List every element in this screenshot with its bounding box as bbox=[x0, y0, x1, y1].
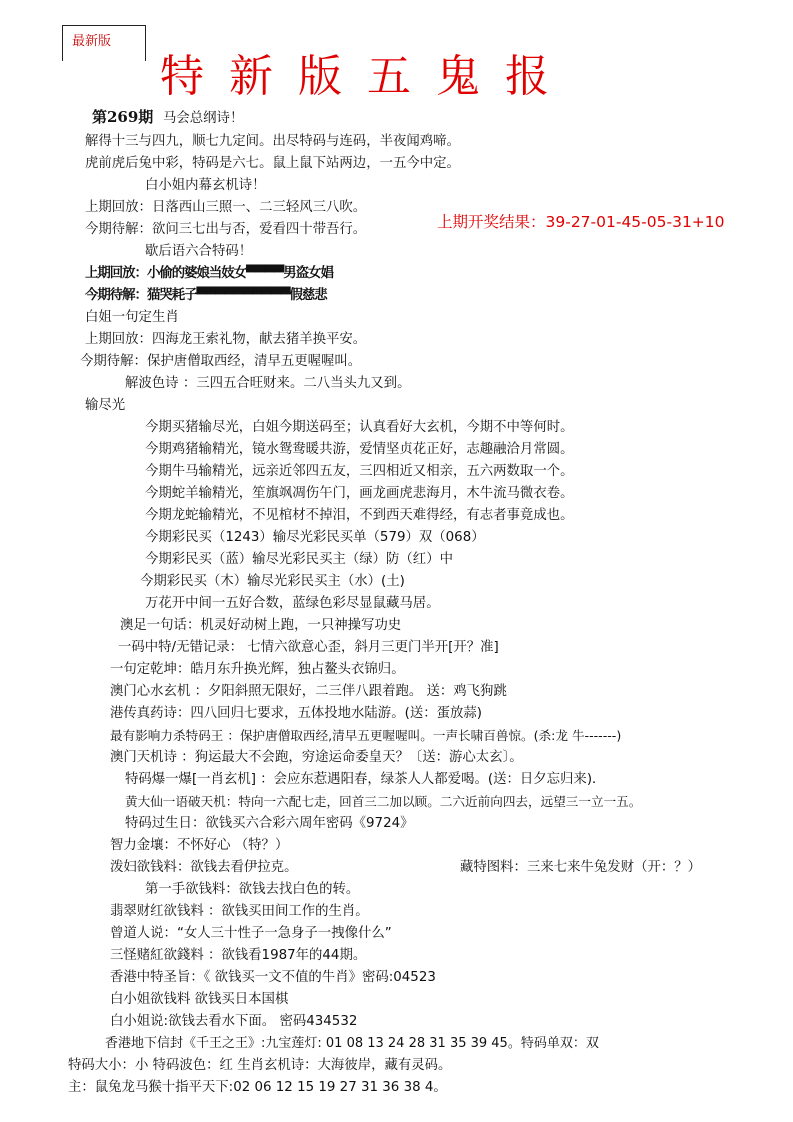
text-line: 曾道人说：“女人三十性子一急身子一拽像什么” bbox=[110, 926, 392, 941]
text-line: 今期待解：猫哭耗子▀▀▀▀▀▀▀▀▀▀假慈悲 bbox=[85, 288, 327, 303]
text-line: 港传真药诗：四八回归七要求，五体投地水陆游。(送：蛋放蒜) bbox=[110, 706, 482, 721]
text-line: 特码大小：小 特码波色：红 生肖玄机诗：大海彼岸，藏有灵码。 bbox=[68, 1058, 452, 1073]
text-line: 虎前虎后兔中彩，特码是六七。鼠上鼠下站两边，一五今中定。 bbox=[85, 156, 460, 171]
text-line: 特码爆一爆[一肖玄机] ：会应东惹遇阳春，绿茶人人都爱喝。(送：日夕忘归来)． bbox=[125, 772, 606, 787]
text-line: 今期待解：保护唐僧取西经，清早五更喔喔叫。 bbox=[80, 354, 362, 369]
text-line: 翡翠财红欲钱料 ：欲钱买田间工作的生肖。 bbox=[110, 904, 369, 919]
text-line: 智力金壤：不怀好心 （特？） bbox=[110, 838, 289, 853]
text-line: 一码中特/无错记录： 七情六欲意心歪，斜月三更门半开[开？准] bbox=[118, 640, 499, 655]
text-line: 今期买猪输尽光，白姐今期送码至；认真看好大玄机，今期不中等何时。 bbox=[145, 420, 574, 435]
text-line: 马会总纲诗！ bbox=[163, 111, 244, 126]
text-line: 今期彩民买（蓝）输尽光彩民买主（绿）防（红）中 bbox=[145, 552, 453, 567]
text-line: 澳足一句话：机灵好动树上跑，一只神操写功史 bbox=[120, 618, 402, 633]
text-line: 第一手欲钱料：欲钱去找白色的转。 bbox=[145, 882, 360, 897]
text-line: 白姐一句定生肖 bbox=[85, 310, 179, 325]
text-line: 今期彩民买（木）输尽光彩民买主（水）(土) bbox=[140, 574, 405, 589]
text-line: 今期牛马输精光，远亲近邻四五友，三四相近又相亲，五六两数取一个。 bbox=[145, 464, 574, 479]
text-line: 上期回放：日落西山三照一、二三轻风三八吹。 bbox=[85, 200, 367, 215]
text-line: 香港地下信封《千王之王》:九宝莲灯: 01 08 13 24 28 31 35 39 45。特码单双：双 bbox=[105, 1036, 599, 1051]
last-draw-result: 上期开奖结果：39-27-01-45-05-31+10 bbox=[437, 213, 725, 231]
text-line: 上期回放：四海龙王索礼物，献去猪羊换平安。 bbox=[85, 332, 367, 347]
text-line: 澳门心水玄机 ：夕阳斜照无限好，二三伴八跟着跑。 送：鸡飞狗跳 bbox=[110, 684, 507, 699]
text-line: 最有影响力杀特码王 ：保护唐僧取西经,清早五更喔喔叫。一声长啸百兽惊。(杀:龙 牛-------) bbox=[110, 728, 622, 743]
text-line: 解波色诗 ：三四五合旺财来。二八当头九又到。 bbox=[125, 376, 411, 391]
text-line: 今期鸡猪输精光，镜水鸳鸯暖共游，爱情坚贞花正好，志趣融洽月常圆。 bbox=[145, 442, 574, 457]
text-line: 香港中特圣旨：《 欲钱买一文不值的牛肖》密码:04523 bbox=[110, 970, 436, 985]
text-line: 三怪赌紅欲錢料 ：欲钱看1987年的44期。 bbox=[110, 948, 367, 963]
text-line: 澳门天机诗 ：狗运最大不会跑，穷途运命委皇天？〔送：游心太玄〕。 bbox=[110, 750, 523, 765]
text-line: 歇后语六合特码！ bbox=[145, 244, 253, 259]
text-line: 藏特图料：三来七来牛兔发财（开：？） bbox=[460, 860, 702, 875]
text-line: 白小姐内幕玄机诗！ bbox=[145, 178, 266, 193]
text-line: 白小姐欲钱料 欲钱买日本国棋 bbox=[110, 992, 289, 1007]
edition-tag: 最新版 bbox=[72, 34, 112, 49]
text-line: 白小姐说:欲钱去看水下面。 密码434532 bbox=[110, 1014, 358, 1029]
text-line: 上期回放：小偷的婆娘当妓女▀▀▀▀男盗女娼 bbox=[85, 266, 333, 281]
text-line: 特码过生日：欲钱买六合彩六周年密码《9724》 bbox=[125, 816, 414, 831]
issue-number: 第269期 bbox=[92, 108, 154, 126]
text-line: 万花开中间一五好合数，蓝绿色彩尽显鼠藏马居。 bbox=[145, 596, 440, 611]
text-line: 黄大仙一语破天机：特向一六配七走，回首三二加以顾。二六近前向四去，远望三一立一五。 bbox=[125, 794, 642, 809]
text-line: 今期龙蛇输精光，不见棺材不掉泪，不到西天难得经，有志者事竟成也。 bbox=[145, 508, 574, 523]
text-line: 一句定乾坤：皓月东升换光辉，独占鳌头衣锦归。 bbox=[110, 662, 405, 677]
page-title: 特新版五鬼报 bbox=[160, 51, 574, 102]
text-line: 解得十三与四九，顺七九定间。出尽特码与连码，半夜闻鸡啼。 bbox=[85, 134, 460, 149]
text-line: 今期蛇羊输精光，笙旗飒凋伤午门，画龙画虎悲海月，木牛流马微衣卷。 bbox=[145, 486, 574, 501]
text-line: 今期待解：欲问三七出与否，爱看四十带吾行。 bbox=[85, 222, 367, 237]
text-line: 今期彩民买（1243）输尽光彩民买单（579）双（068） bbox=[145, 530, 485, 545]
text-line: 输尽光 bbox=[85, 398, 126, 413]
text-line: 泼妇欲钱料：欲钱去看伊拉克。 bbox=[110, 860, 298, 875]
text-line: 主：鼠兔龙马猴十指平天下:02 06 12 15 19 27 31 36 38 4。 bbox=[68, 1080, 447, 1095]
